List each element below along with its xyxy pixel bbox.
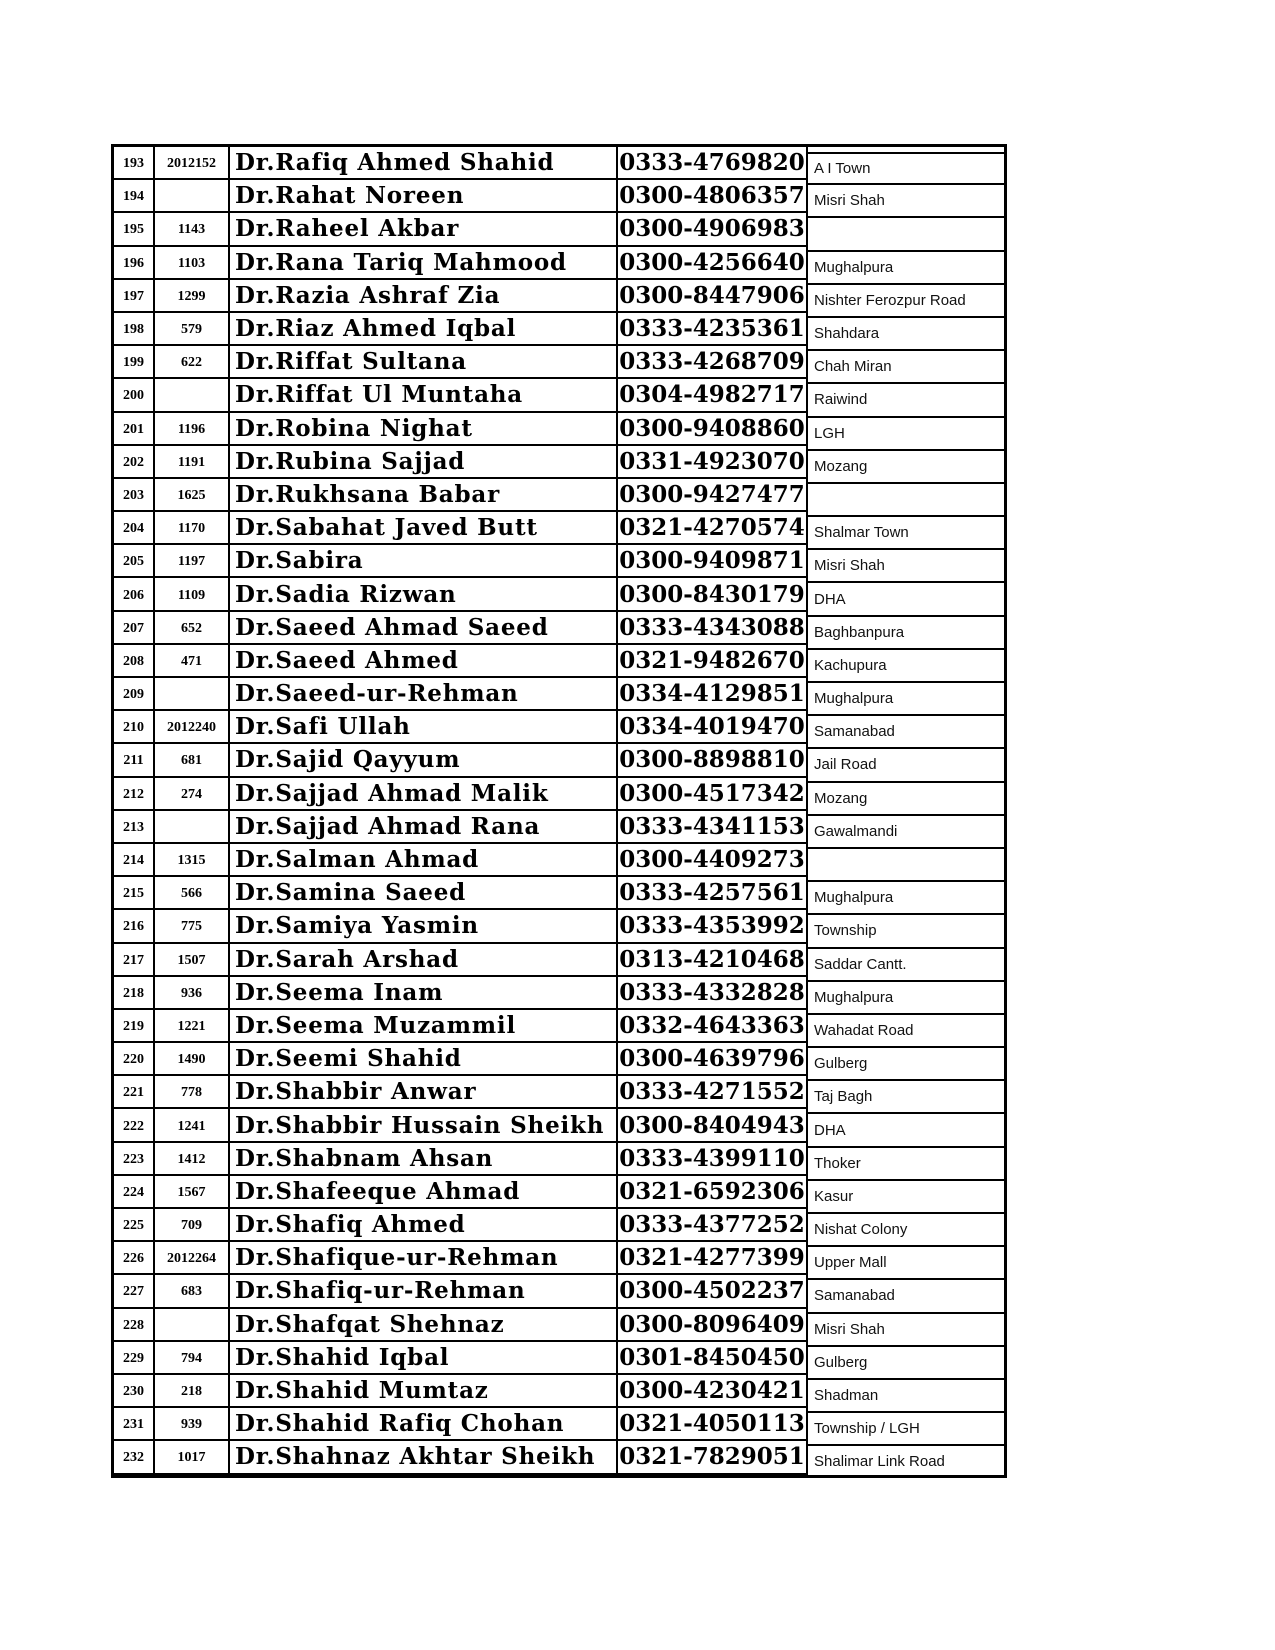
serial-cell: 222: [114, 1109, 155, 1140]
location-cell: [808, 218, 1004, 251]
id-cell: 2012240: [155, 711, 230, 742]
name-cell: Dr.Razia Ashraf Zia: [230, 280, 618, 311]
table-row: [114, 578, 806, 611]
location-cell: Chah Miran: [808, 351, 1004, 384]
table-row: [114, 977, 806, 1010]
serial-cell: 207: [114, 612, 155, 643]
table-row: [114, 1143, 806, 1176]
table-row: [114, 1076, 806, 1109]
location-cell: DHA: [808, 1114, 1004, 1147]
serial-cell: 230: [114, 1375, 155, 1406]
name-cell: Dr.Samiya Yasmin: [230, 910, 618, 941]
phone-cell: 0300-9427477: [619, 480, 805, 508]
serial-cell: 197: [114, 280, 155, 311]
name-cell: Dr.Shahid Rafiq Chohan: [230, 1408, 618, 1439]
name-cell: Dr.Safi Ullah: [230, 711, 618, 742]
id-cell: 1490: [155, 1043, 230, 1074]
table-row: [114, 844, 806, 877]
id-cell: [155, 180, 230, 211]
serial-cell: 194: [114, 180, 155, 211]
id-cell: 1412: [155, 1143, 230, 1174]
location-cell: Gawalmandi: [808, 816, 1004, 849]
name-cell: Dr.Sajjad Ahmad Malik: [230, 778, 618, 809]
id-cell: 939: [155, 1408, 230, 1439]
name-cell: Dr.Seema Inam: [230, 977, 618, 1008]
serial-cell: 212: [114, 778, 155, 809]
location-cell: Gulberg: [808, 1048, 1004, 1081]
phone-cell: 0333-4769820: [619, 149, 805, 177]
phone-cell: 0313-4210468: [619, 945, 805, 973]
name-cell: Dr.Shabbir Anwar: [230, 1076, 618, 1107]
location-cell: Mughalpura: [808, 982, 1004, 1015]
serial-cell: 224: [114, 1176, 155, 1207]
table-row: [114, 1342, 806, 1375]
id-cell: 1315: [155, 844, 230, 875]
location-cell: Kachupura: [808, 650, 1004, 683]
phone-cell: 0333-4235361: [619, 315, 805, 343]
serial-cell: 198: [114, 313, 155, 344]
serial-cell: 209: [114, 678, 155, 709]
location-cell: Raiwind: [808, 384, 1004, 417]
name-cell: Dr.Sajid Qayyum: [230, 744, 618, 775]
id-cell: [155, 811, 230, 842]
id-cell: [155, 1309, 230, 1340]
phone-cell: 0333-4343088: [619, 613, 805, 641]
location-cell: Shahdara: [808, 318, 1004, 351]
phone-cell: 0333-4377252: [619, 1211, 805, 1239]
id-cell: 566: [155, 877, 230, 908]
table-row: [114, 1010, 806, 1043]
phone-cell: 0332-4643363: [619, 1011, 805, 1039]
table-row: [114, 877, 806, 910]
name-cell: Dr.Samina Saeed: [230, 877, 618, 908]
phone-cell: 0300-8404943: [619, 1111, 805, 1139]
phone-cell: 0321-6592306: [619, 1177, 805, 1205]
phone-cell: 0333-4268709: [619, 348, 805, 376]
table-row: [114, 346, 806, 379]
phone-cell: 0300-8898810: [619, 746, 805, 774]
name-cell: Dr.Shabbir Hussain Sheikh: [230, 1109, 618, 1140]
name-cell: Dr.Saeed Ahmad Saeed: [230, 612, 618, 643]
name-cell: Dr.Rafiq Ahmed Shahid: [230, 147, 618, 178]
id-cell: [155, 678, 230, 709]
location-cell: Saddar Cantt.: [808, 949, 1004, 982]
name-cell: Dr.Seema Muzammil: [230, 1010, 618, 1041]
name-cell: Dr.Shahid Mumtaz: [230, 1375, 618, 1406]
name-cell: Dr.Saeed-ur-Rehman: [230, 678, 618, 709]
serial-cell: 199: [114, 346, 155, 377]
table-row: [114, 545, 806, 578]
phone-cell: 0321-7829051: [619, 1443, 805, 1471]
location-cell: Mughalpura: [808, 882, 1004, 915]
id-cell: 1241: [155, 1109, 230, 1140]
id-cell: 471: [155, 645, 230, 676]
phone-cell: 0321-9482670: [619, 646, 805, 674]
location-cell: Shalimar Link Road: [808, 1446, 1004, 1478]
table-row: [114, 645, 806, 678]
location-cell: Shalmar Town: [808, 517, 1004, 550]
location-cell: Baghbanpura: [808, 617, 1004, 650]
location-cell: Misri Shah: [808, 1314, 1004, 1347]
table-row: [114, 280, 806, 313]
location-cell: Upper Mall: [808, 1247, 1004, 1280]
serial-cell: 201: [114, 413, 155, 444]
id-cell: 218: [155, 1375, 230, 1406]
name-cell: Dr.Rahat Noreen: [230, 180, 618, 211]
location-cell: Township / LGH: [808, 1413, 1004, 1446]
table-row: [114, 147, 806, 180]
serial-cell: 217: [114, 944, 155, 975]
name-cell: Dr.Saeed Ahmed: [230, 645, 618, 676]
id-cell: 1507: [155, 944, 230, 975]
phone-cell: 0300-4639796: [619, 1045, 805, 1073]
serial-cell: 215: [114, 877, 155, 908]
location-cell: Nishter Ferozpur Road: [808, 285, 1004, 318]
name-cell: Dr.Sabira: [230, 545, 618, 576]
table-row: [114, 180, 806, 213]
name-cell: Dr.Sadia Rizwan: [230, 578, 618, 609]
phone-cell: 0300-8096409: [619, 1310, 805, 1338]
serial-cell: 221: [114, 1076, 155, 1107]
location-cell: Samanabad: [808, 1280, 1004, 1313]
phone-cell: 0301-8450450: [619, 1343, 805, 1371]
location-cell: DHA: [808, 583, 1004, 616]
id-cell: 778: [155, 1076, 230, 1107]
id-cell: 2012152: [155, 147, 230, 178]
phone-cell: 0300-4256640: [619, 248, 805, 276]
table-main-rows: [114, 147, 806, 1475]
doctors-directory-table: [111, 144, 1007, 1478]
id-cell: 1197: [155, 545, 230, 576]
table-row: [114, 612, 806, 645]
location-cell: Jail Road: [808, 749, 1004, 782]
id-cell: 1103: [155, 247, 230, 278]
id-cell: 683: [155, 1275, 230, 1306]
phone-cell: 0321-4270574: [619, 514, 805, 542]
phone-cell: 0300-4517342: [619, 779, 805, 807]
location-cell: Misri Shah: [808, 185, 1004, 218]
name-cell: Dr.Shahnaz Akhtar Sheikh: [230, 1441, 618, 1472]
serial-cell: 196: [114, 247, 155, 278]
id-cell: 274: [155, 778, 230, 809]
id-cell: 936: [155, 977, 230, 1008]
location-cell: A I Town: [808, 152, 1004, 185]
name-cell: Dr.Raheel Akbar: [230, 213, 618, 244]
location-cell: Misri Shah: [808, 550, 1004, 583]
serial-cell: 231: [114, 1408, 155, 1439]
name-cell: Dr.Riffat Ul Muntaha: [230, 379, 618, 410]
phone-cell: 0333-4399110: [619, 1144, 805, 1172]
serial-cell: 195: [114, 213, 155, 244]
id-cell: 1017: [155, 1441, 230, 1472]
serial-cell: 229: [114, 1342, 155, 1373]
name-cell: Dr.Shafeeque Ahmad: [230, 1176, 618, 1207]
table-row: [114, 811, 806, 844]
serial-cell: 219: [114, 1010, 155, 1041]
serial-cell: 218: [114, 977, 155, 1008]
serial-cell: 206: [114, 578, 155, 609]
serial-cell: 208: [114, 645, 155, 676]
name-cell: Dr.Salman Ahmad: [230, 844, 618, 875]
phone-cell: 0333-4257561: [619, 879, 805, 907]
id-cell: 652: [155, 612, 230, 643]
location-cell: Township: [808, 915, 1004, 948]
name-cell: Dr.Sajjad Ahmad Rana: [230, 811, 618, 842]
name-cell: Dr.Rubina Sajjad: [230, 446, 618, 477]
phone-cell: 0333-4271552: [619, 1078, 805, 1106]
id-cell: 1221: [155, 1010, 230, 1041]
serial-cell: 226: [114, 1242, 155, 1273]
location-cell: LGH: [808, 418, 1004, 451]
serial-cell: 202: [114, 446, 155, 477]
phone-cell: 0300-4806357: [619, 182, 805, 210]
phone-cell: 0300-4502237: [619, 1277, 805, 1305]
location-cell: Gulberg: [808, 1347, 1004, 1380]
serial-cell: 213: [114, 811, 155, 842]
phone-cell: 0300-9408860: [619, 414, 805, 442]
location-cell: Wahadat Road: [808, 1015, 1004, 1048]
id-cell: 1143: [155, 213, 230, 244]
phone-cell: 0331-4923070: [619, 447, 805, 475]
name-cell: Dr.Riffat Sultana: [230, 346, 618, 377]
table-row: [114, 910, 806, 943]
phone-cell: 0333-4341153: [619, 812, 805, 840]
phone-cell: 0300-4230421: [619, 1377, 805, 1405]
phone-cell: 0321-4277399: [619, 1244, 805, 1272]
id-cell: 794: [155, 1342, 230, 1373]
name-cell: Dr.Shafique-ur-Rehman: [230, 1242, 618, 1273]
name-cell: Dr.Rukhsana Babar: [230, 479, 618, 510]
table-row: [114, 1176, 806, 1209]
id-cell: 1299: [155, 280, 230, 311]
location-cell: Shadman: [808, 1380, 1004, 1413]
id-cell: 681: [155, 744, 230, 775]
serial-cell: 193: [114, 147, 155, 178]
table-row: [114, 512, 806, 545]
serial-cell: 220: [114, 1043, 155, 1074]
phone-cell: 0333-4332828: [619, 978, 805, 1006]
name-cell: Dr.Shafiq Ahmed: [230, 1209, 618, 1240]
location-cell: Mughalpura: [808, 252, 1004, 285]
name-cell: Dr.Sarah Arshad: [230, 944, 618, 975]
phone-cell: 0333-4353992: [619, 912, 805, 940]
serial-cell: 232: [114, 1441, 155, 1472]
id-cell: 775: [155, 910, 230, 941]
table-row: [114, 446, 806, 479]
serial-cell: 227: [114, 1275, 155, 1306]
name-cell: Dr.Seemi Shahid: [230, 1043, 618, 1074]
table-row: [114, 778, 806, 811]
table-row: [114, 213, 806, 246]
table-row: [114, 1309, 806, 1342]
name-cell: Dr.Shafiq-ur-Rehman: [230, 1275, 618, 1306]
location-cell: [808, 849, 1004, 882]
table-row: [114, 413, 806, 446]
location-cell: Mozang: [808, 451, 1004, 484]
phone-cell: 0300-8430179: [619, 580, 805, 608]
name-cell: Dr.Robina Nighat: [230, 413, 618, 444]
table-row: [114, 1043, 806, 1076]
name-cell: Dr.Rana Tariq Mahmood: [230, 247, 618, 278]
table-row: [114, 1408, 806, 1441]
table-row: [114, 744, 806, 777]
table-row: [114, 1209, 806, 1242]
location-cell: Taj Bagh: [808, 1081, 1004, 1114]
table-row: [114, 1275, 806, 1308]
id-cell: 1191: [155, 446, 230, 477]
serial-cell: 210: [114, 711, 155, 742]
name-cell: Dr.Sabahat Javed Butt: [230, 512, 618, 543]
id-cell: 1109: [155, 578, 230, 609]
serial-cell: 205: [114, 545, 155, 576]
phone-cell: 0304-4982717: [619, 381, 805, 409]
id-cell: 1170: [155, 512, 230, 543]
location-cell: Thoker: [808, 1148, 1004, 1181]
location-cell: Nishat Colony: [808, 1214, 1004, 1247]
serial-cell: 225: [114, 1209, 155, 1240]
table-row: [114, 1109, 806, 1142]
phone-cell: 0300-8447906: [619, 281, 805, 309]
location-column: [806, 147, 1004, 1475]
location-rows: [808, 152, 1004, 1478]
table-row: [114, 1242, 806, 1275]
phone-cell: 0300-9409871: [619, 547, 805, 575]
location-cell: Mozang: [808, 783, 1004, 816]
table-row: [114, 711, 806, 744]
phone-cell: 0300-4409273: [619, 846, 805, 874]
serial-cell: 223: [114, 1143, 155, 1174]
table-row: [114, 678, 806, 711]
table-row: [114, 1441, 806, 1474]
phone-cell: 0321-4050113: [619, 1410, 805, 1438]
name-cell: Dr.Shahid Iqbal: [230, 1342, 618, 1373]
id-cell: 1567: [155, 1176, 230, 1207]
table-row: [114, 944, 806, 977]
location-cell: Kasur: [808, 1181, 1004, 1214]
phone-cell: 0334-4129851: [619, 680, 805, 708]
id-cell: [155, 379, 230, 410]
id-cell: 579: [155, 313, 230, 344]
id-cell: 1625: [155, 479, 230, 510]
phone-cell: 0334-4019470: [619, 713, 805, 741]
location-cell: Samanabad: [808, 716, 1004, 749]
location-cell: [808, 484, 1004, 517]
id-cell: 1196: [155, 413, 230, 444]
table-row: [114, 1375, 806, 1408]
serial-cell: 200: [114, 379, 155, 410]
serial-cell: 204: [114, 512, 155, 543]
serial-cell: 211: [114, 744, 155, 775]
serial-cell: 214: [114, 844, 155, 875]
location-cell: Mughalpura: [808, 683, 1004, 716]
serial-cell: 228: [114, 1309, 155, 1340]
id-cell: 622: [155, 346, 230, 377]
table-row: [114, 247, 806, 280]
name-cell: Dr.Shabnam Ahsan: [230, 1143, 618, 1174]
serial-cell: 216: [114, 910, 155, 941]
id-cell: 709: [155, 1209, 230, 1240]
name-cell: Dr.Riaz Ahmed Iqbal: [230, 313, 618, 344]
phone-cell: 0300-4906983: [619, 215, 805, 243]
name-cell: Dr.Shafqat Shehnaz: [230, 1309, 618, 1340]
serial-cell: 203: [114, 479, 155, 510]
id-cell: 2012264: [155, 1242, 230, 1273]
table-row: [114, 479, 806, 512]
table-row: [114, 313, 806, 346]
table-row: [114, 379, 806, 412]
